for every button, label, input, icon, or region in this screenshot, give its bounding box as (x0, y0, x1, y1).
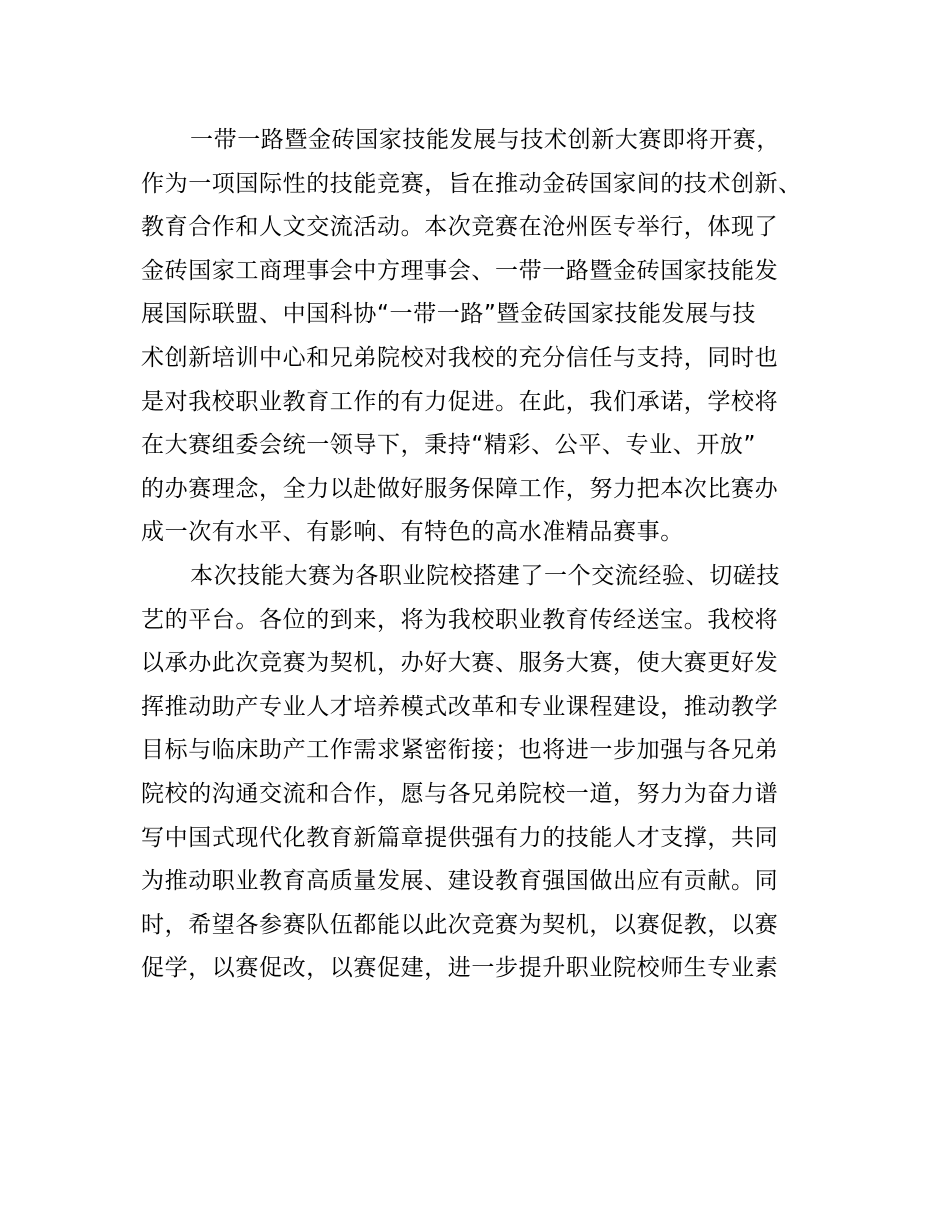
text-line: 金砖国家工商理事会中方理事会、一带一路暨金砖国家技能发 (141, 257, 779, 284)
text-line: 作为一项国际性的技能竞赛，旨在推动金砖国家间的技术创新、 (141, 170, 802, 197)
text-line: 在大赛组委会统一领导下，秉持“精彩、公平、专业、开放” (141, 432, 757, 459)
text-line: 为推动职业教育高质量发展、建设教育强国做出应有贡献。同 (141, 868, 779, 895)
text-line: 本次技能大赛为各职业院校搭建了一个交流经验、切磋技 (190, 562, 780, 589)
paragraph-1 (141, 119, 813, 555)
text-line: 的办赛理念，全力以赴做好服务保障工作，努力把本次比赛办 (141, 475, 779, 502)
text-line: 目标与临床助产工作需求紧密衔接；也将进一步加强与各兄弟 (141, 737, 779, 764)
text-line: 写中国式现代化教育新篇章提供强有力的技能人才支撑，共同 (141, 824, 779, 851)
text-line: 是对我校职业教育工作的有力促进。在此，我们承诺，学校将 (141, 388, 779, 415)
text-line: 展国际联盟、中国科协“一带一路”暨金砖国家技能发展与技 (141, 301, 757, 328)
text-line: 时，希望各参赛队伍都能以此次竞赛为契机，以赛促教，以赛 (141, 911, 779, 938)
text-line: 挥推动助产专业人才培养模式改革和专业课程建设，推动教学 (141, 693, 779, 720)
text-line: 术创新培训中心和兄弟院校对我校的充分信任与支持，同时也 (141, 344, 779, 371)
text-line: 以承办此次竞赛为契机，办好大赛、服务大赛，使大赛更好发 (141, 650, 779, 677)
text-line: 成一次有水平、有影响、有特色的高水准精品赛事。 (141, 519, 684, 546)
text-line: 教育合作和人文交流活动。本次竞赛在沧州医专举行，体现了 (141, 214, 779, 241)
text-line: 院校的沟通交流和合作，愿与各兄弟院校一道，努力为奋力谱 (141, 780, 779, 807)
paragraph-2 (141, 555, 813, 991)
text-line: 一带一路暨金砖国家技能发展与技术创新大赛即将开赛， (190, 127, 780, 153)
text-line: 艺的平台。各位的到来，将为我校职业教育传经送宝。我校将 (141, 606, 779, 633)
document-page (141, 119, 813, 991)
text-line: 促学，以赛促改，以赛促建，进一步提升职业院校师生专业素 (141, 955, 779, 982)
